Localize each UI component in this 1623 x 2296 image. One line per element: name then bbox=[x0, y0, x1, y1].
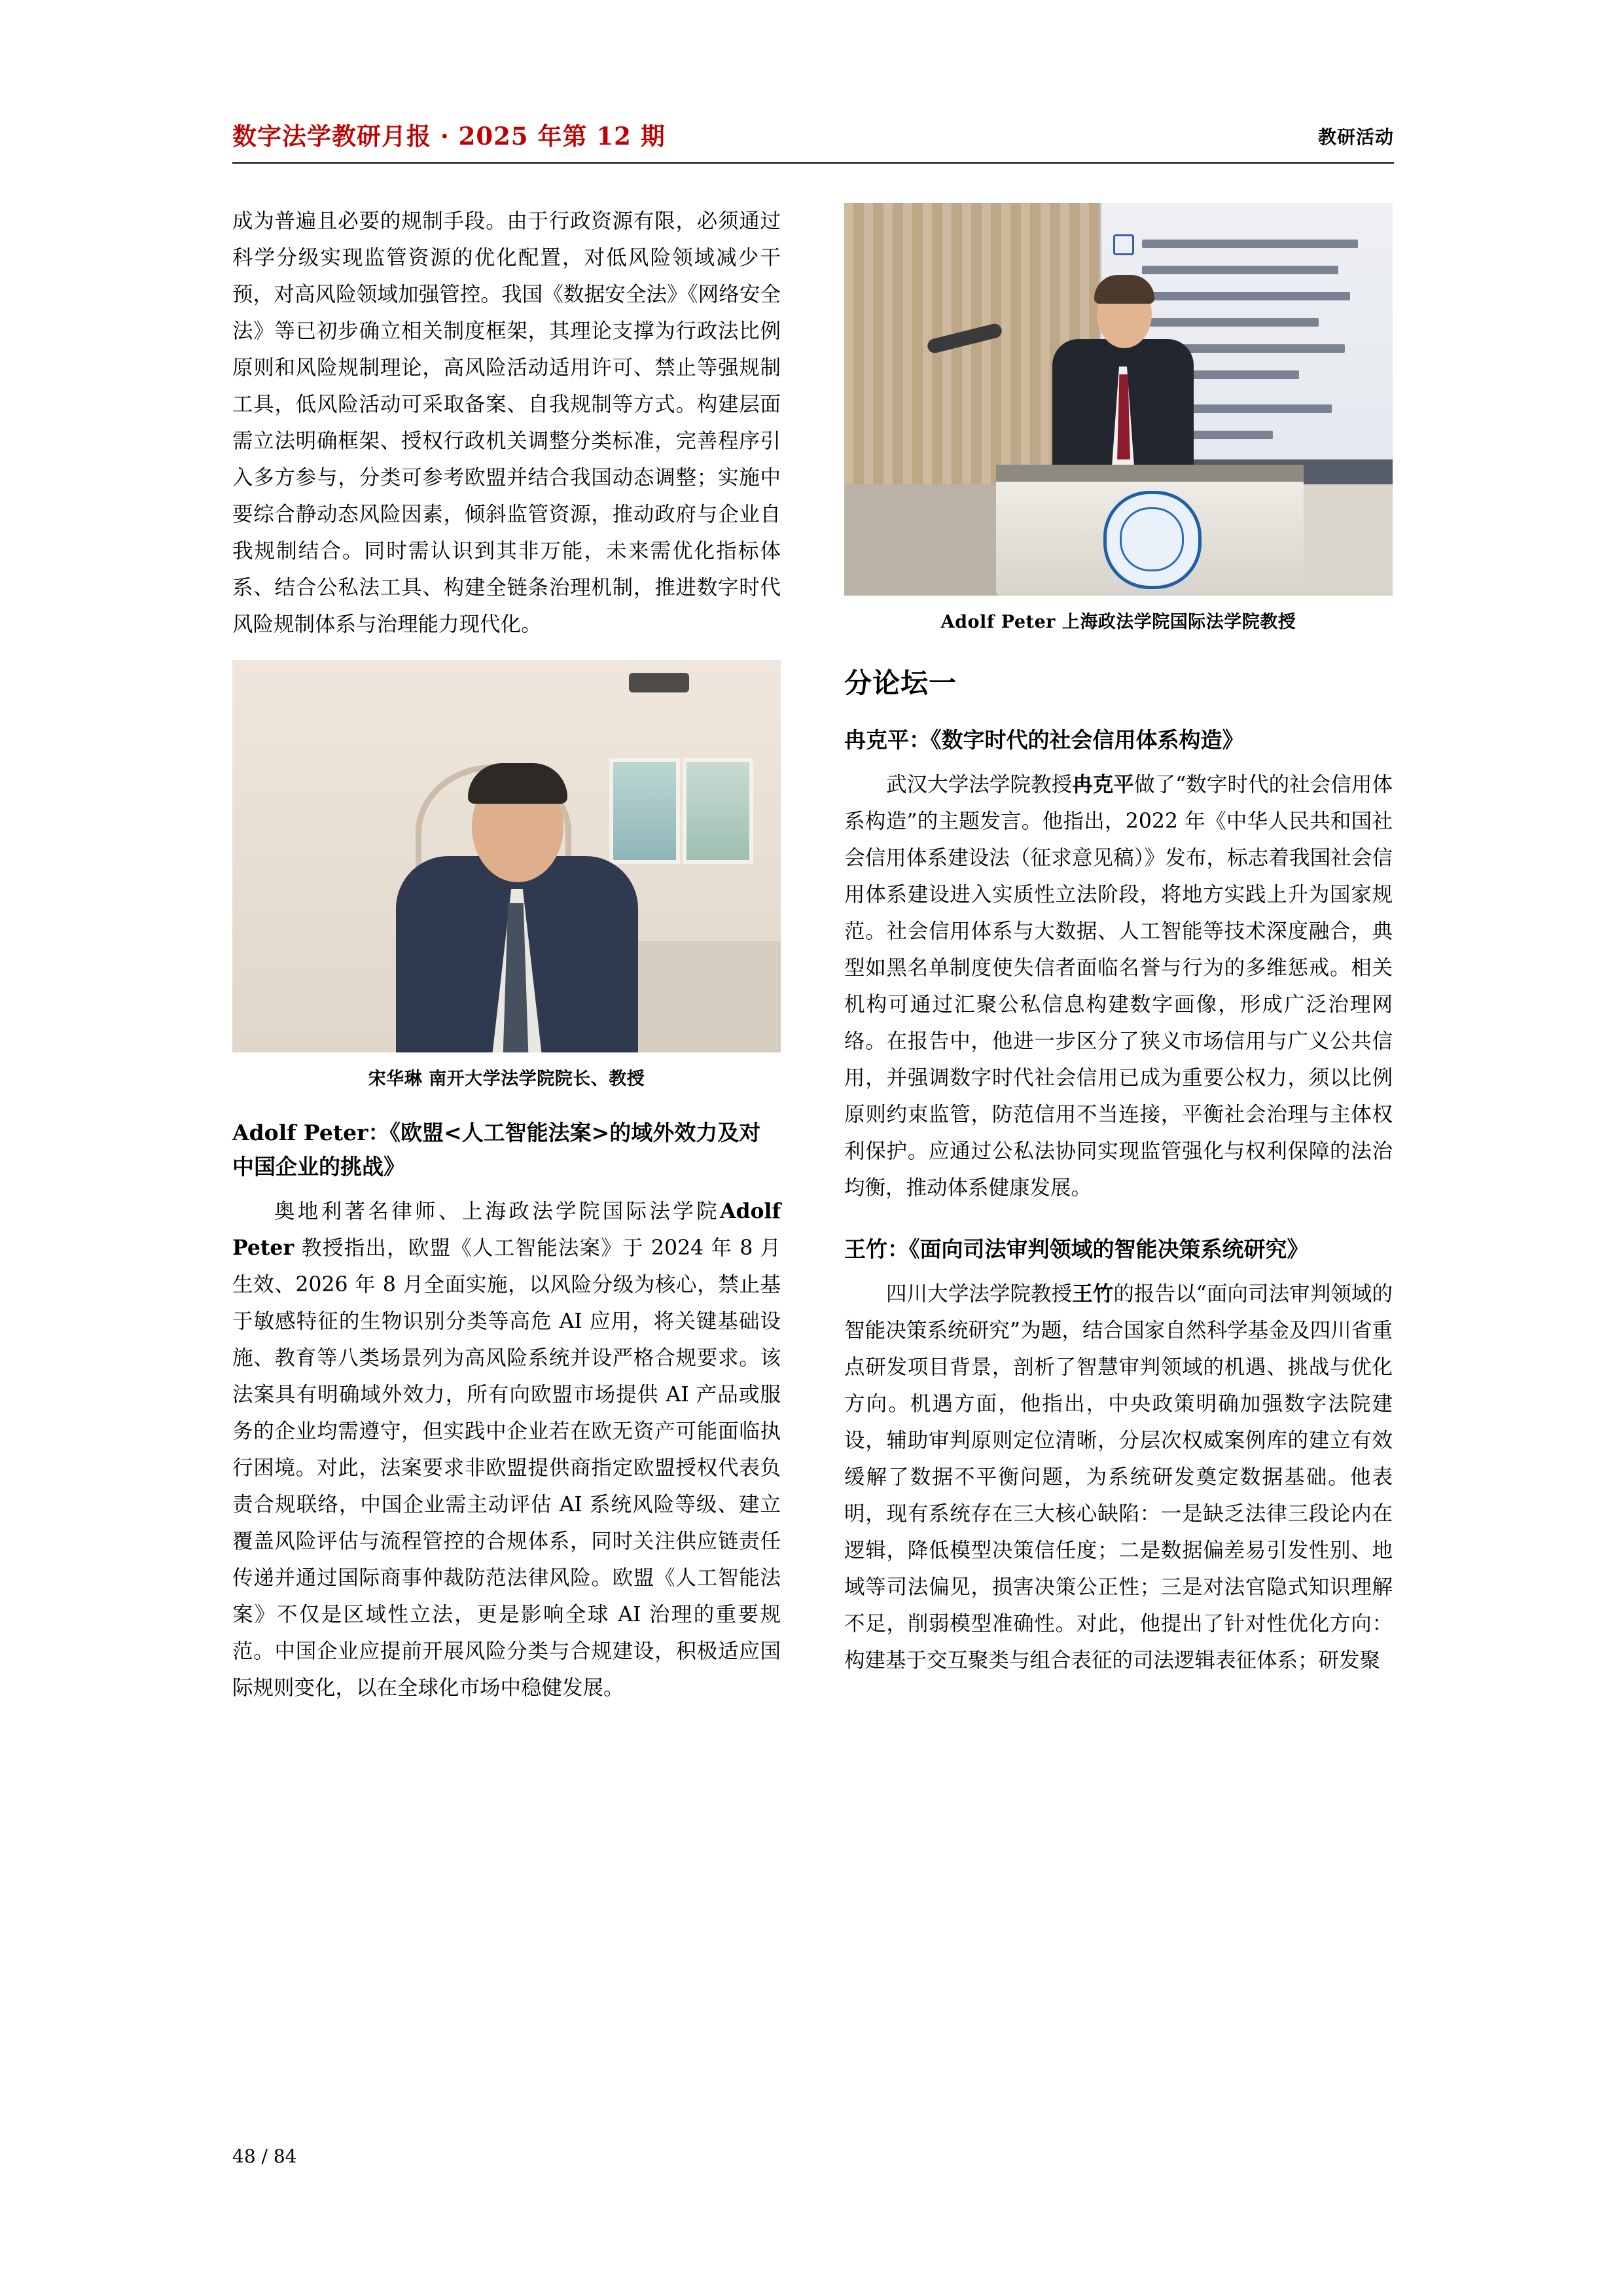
wang-zhu-body-b: 的报告以“面向司法审判领域的智能决策系统研究”为题，结合国家自然科学基金及四川省重点研发项目背景，剖析了智慧审判领域的机遇、挑战与优化方向。机遇方面，他指出，中央政策明确加强数字法院建设，辅助审判原则定位清晰，分层次权威案例库的建立有效缓解了数据不平衡问题，为系统研发奠定数据基础。他表明，现有系统存在三大核心缺陷：一是缺乏法律三段论内在逻辑，降低模型决策信任度；二是数据偏差易引发性别、地域等司法偏见，损害决策公正性；三是对法官隐式知识理解不足，削弱模型准确性。对此，他提出了针对性优化方向：构建基于交互聚类与组合表征的司法逻辑表征体系；研发聚 bbox=[844, 1282, 1393, 1672]
photo-slide-text-3 bbox=[1142, 292, 1350, 300]
left-paragraph-2 bbox=[232, 1193, 781, 1706]
left-paragraph-2-name: Adolf Peter bbox=[232, 1199, 781, 1260]
photo-slide-text-4 bbox=[1142, 318, 1319, 327]
left-column bbox=[232, 203, 781, 1706]
photo-slide-bullet-1 bbox=[1113, 234, 1134, 255]
photo-song-hualin-online-talk bbox=[232, 660, 781, 1052]
page-header bbox=[232, 117, 1394, 164]
photo-speaker-hair bbox=[468, 763, 567, 804]
photo-slide-text-2 bbox=[1142, 266, 1338, 274]
figure-adolf-peter bbox=[844, 203, 1393, 633]
right-paragraph-ran-keping bbox=[844, 766, 1393, 1206]
heading-wang-zhu: 王竹：《面向司法审判领域的智能决策系统研究》 bbox=[844, 1236, 1309, 1262]
photo-wall-art-right bbox=[683, 758, 753, 864]
left-paragraph-1: 成为普遍且必要的规制手段。由于行政资源有限，必须通过科学分级实现监管资源的优化配置，对低风险领域减少干预，对高风险领域加强管控。我国《数据安全法》《网络安全法》等已初步确立相关制度框架，其理论支撑为行政法比例原则和风险规制理论，高风险活动适用许可、禁止等强规制工具，低风险活动可采取备案、自我规制等方式。构建层面需立法明确框架、授权行政机关调整分类标准，完善程序引入多方参与，分类可参考欧盟并结合我国动态调整；实施中要综合静动态风险因素，倾斜监管资源，推动政府与企业自我规制结合。同时需认识到其非万能，未来需优化指标体系、结合公私法工具、构建全链条治理机制，推进数字时代风险规制体系与治理能力现代化。 bbox=[232, 209, 781, 636]
section-heading-forum-one: 分论坛一 bbox=[844, 667, 957, 699]
left-paragraph-2-part-c: 教授指出，欧盟《人工智能法案》于 2024 年 8 月生效、2026 年 8 月全面实施，以风险分级为核心，禁止基于敏感特征的生物识别分类等高危 AI 应用，将关键基础设施、教育等八类场景列为高风险系统并设严格合规要求。该法案具有明确域外效力，所有向欧盟市场提供 AI 产品或服务的企业均需遵守，但实践中企业若在欧无资产可能面临执行困境。对此，法案要求非欧盟提供商指定欧盟授权代表负责合规联络，中国企业需主动评估 AI 系统风险等级、建立覆盖风险评估与流程管控的合规体系，同时关注供应链责任传递并通过国际商事仲裁防范法律风险。欧盟《人工智能法案》不仅是区域性立法，更是影响全球 AI 治理的重要规范。中国企业应提前开展风险分类与合规建设，积极适应国际规则变化，以在全球化市场中稳健发展。 bbox=[232, 1236, 781, 1700]
photo-university-emblem bbox=[1103, 491, 1202, 589]
header-title-left: 数字法学教研月报 · 2025 年第 12 期 bbox=[232, 122, 666, 151]
photo-adolf-peter-presentation bbox=[844, 203, 1393, 596]
photo-slide-text-1 bbox=[1142, 240, 1358, 248]
photo-name-badge bbox=[629, 673, 689, 692]
heading-adolf-peter: Adolf Peter：《欧盟<人工智能法案>的域外效力及对中国企业的挑战》 bbox=[232, 1120, 761, 1179]
figure-caption-song-hualin: 宋华琳 南开大学法学院院长、教授 bbox=[368, 1069, 645, 1089]
right-column bbox=[844, 203, 1393, 1679]
header-title-right: 教研活动 bbox=[1317, 126, 1394, 148]
wang-zhu-body-a: 四川大学法学院教授 bbox=[886, 1282, 1073, 1306]
ran-keping-body-a: 武汉大学法学院教授 bbox=[886, 773, 1073, 797]
page-number: 48 / 84 bbox=[232, 2145, 297, 2167]
left-paragraph-2-part-a: 奥地利著名律师、上海政法学院国际法学院 bbox=[274, 1200, 720, 1223]
heading-ran-keping: 冉克平：《数字时代的社会信用体系构造》 bbox=[844, 727, 1244, 753]
figure-song-hualin bbox=[232, 660, 781, 1090]
right-paragraph-wang-zhu bbox=[844, 1276, 1393, 1679]
wang-zhu-name: 王竹 bbox=[1072, 1282, 1114, 1306]
photo-wall-art-left bbox=[609, 758, 680, 864]
photo-desk bbox=[625, 941, 781, 1052]
figure-caption-adolf-peter: Adolf Peter 上海政法学院国际法学院教授 bbox=[940, 612, 1296, 632]
ran-keping-body-b: 做了“数字时代的社会信用体系构造”的主题发言。他指出，2022 年《中华人民共和国社会信用体系建设法（征求意见稿）》发布，标志着我国社会信用体系建设进入实质性立法阶段，将地方实践上升为国家规范。社会信用体系与大数据、人工智能等技术深度融合，典型如黑名单制度使失信者面临名誉与行为的多维惩戒。相关机构可通过汇聚公私信息构建数字画像，形成广泛治理网络。在报告中，他进一步区分了狭义市场信用与广义公共信用，并强调数字时代社会信用已成为重要公权力，须以比例原则约束监管，防范信用不当连接，平衡社会治理与主体权利保护。应通过公私法协同实现监管强化与权利保障的法治均衡，推动体系健康发展。 bbox=[844, 773, 1393, 1200]
ran-keping-name: 冉克平 bbox=[1072, 772, 1134, 797]
